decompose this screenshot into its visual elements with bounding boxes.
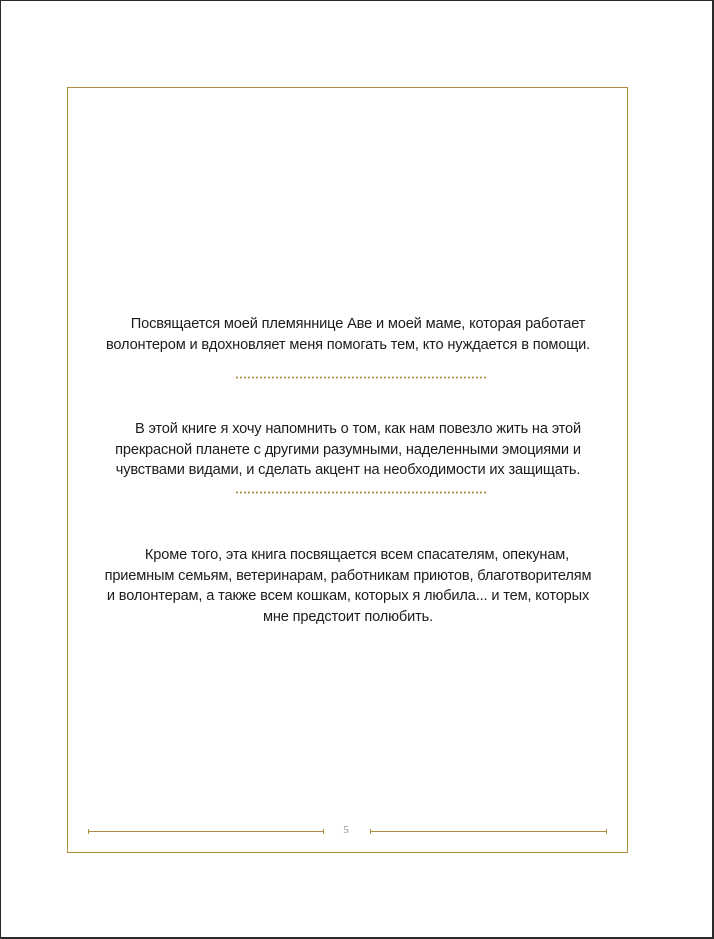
footer-rule-right — [370, 831, 607, 832]
text-line: волонтером и вдохновляет меня помогать тем, кто нуждается в помощи. — [105, 336, 591, 353]
dotted-divider — [235, 491, 487, 494]
dotted-divider — [235, 376, 487, 379]
dedication-paragraph-3 — [61, 545, 635, 627]
text-line: Кроме того, эта книга посвящается всем спасателям, опекунам, — [144, 547, 570, 563]
page-number: 5 — [343, 824, 349, 836]
text-line: и волонтерам, а также всем кошкам, которых я любила... и тем, которых — [106, 588, 590, 604]
footer-rule-left — [88, 831, 324, 832]
text-line: Посвящается моей племяннице Аве и моей маме, которая работает — [130, 316, 586, 332]
dedication-paragraph-1 — [61, 314, 635, 355]
text-line: чувствами видами, и сделать акцент на необходимости их защищать. — [115, 462, 581, 478]
text-line: В этой книге я хочу напомнить о том, как нам повезло жить на этой — [134, 421, 582, 437]
text-line: приемным семьям, ветеринарам, работникам приютов, благотворителям — [104, 567, 592, 584]
text-line: прекрасной планете с другими разумными, наделенными эмоциями и — [115, 441, 581, 458]
text-line: мне предстоит полюбить. — [263, 608, 433, 625]
dedication-paragraph-2 — [61, 419, 635, 481]
